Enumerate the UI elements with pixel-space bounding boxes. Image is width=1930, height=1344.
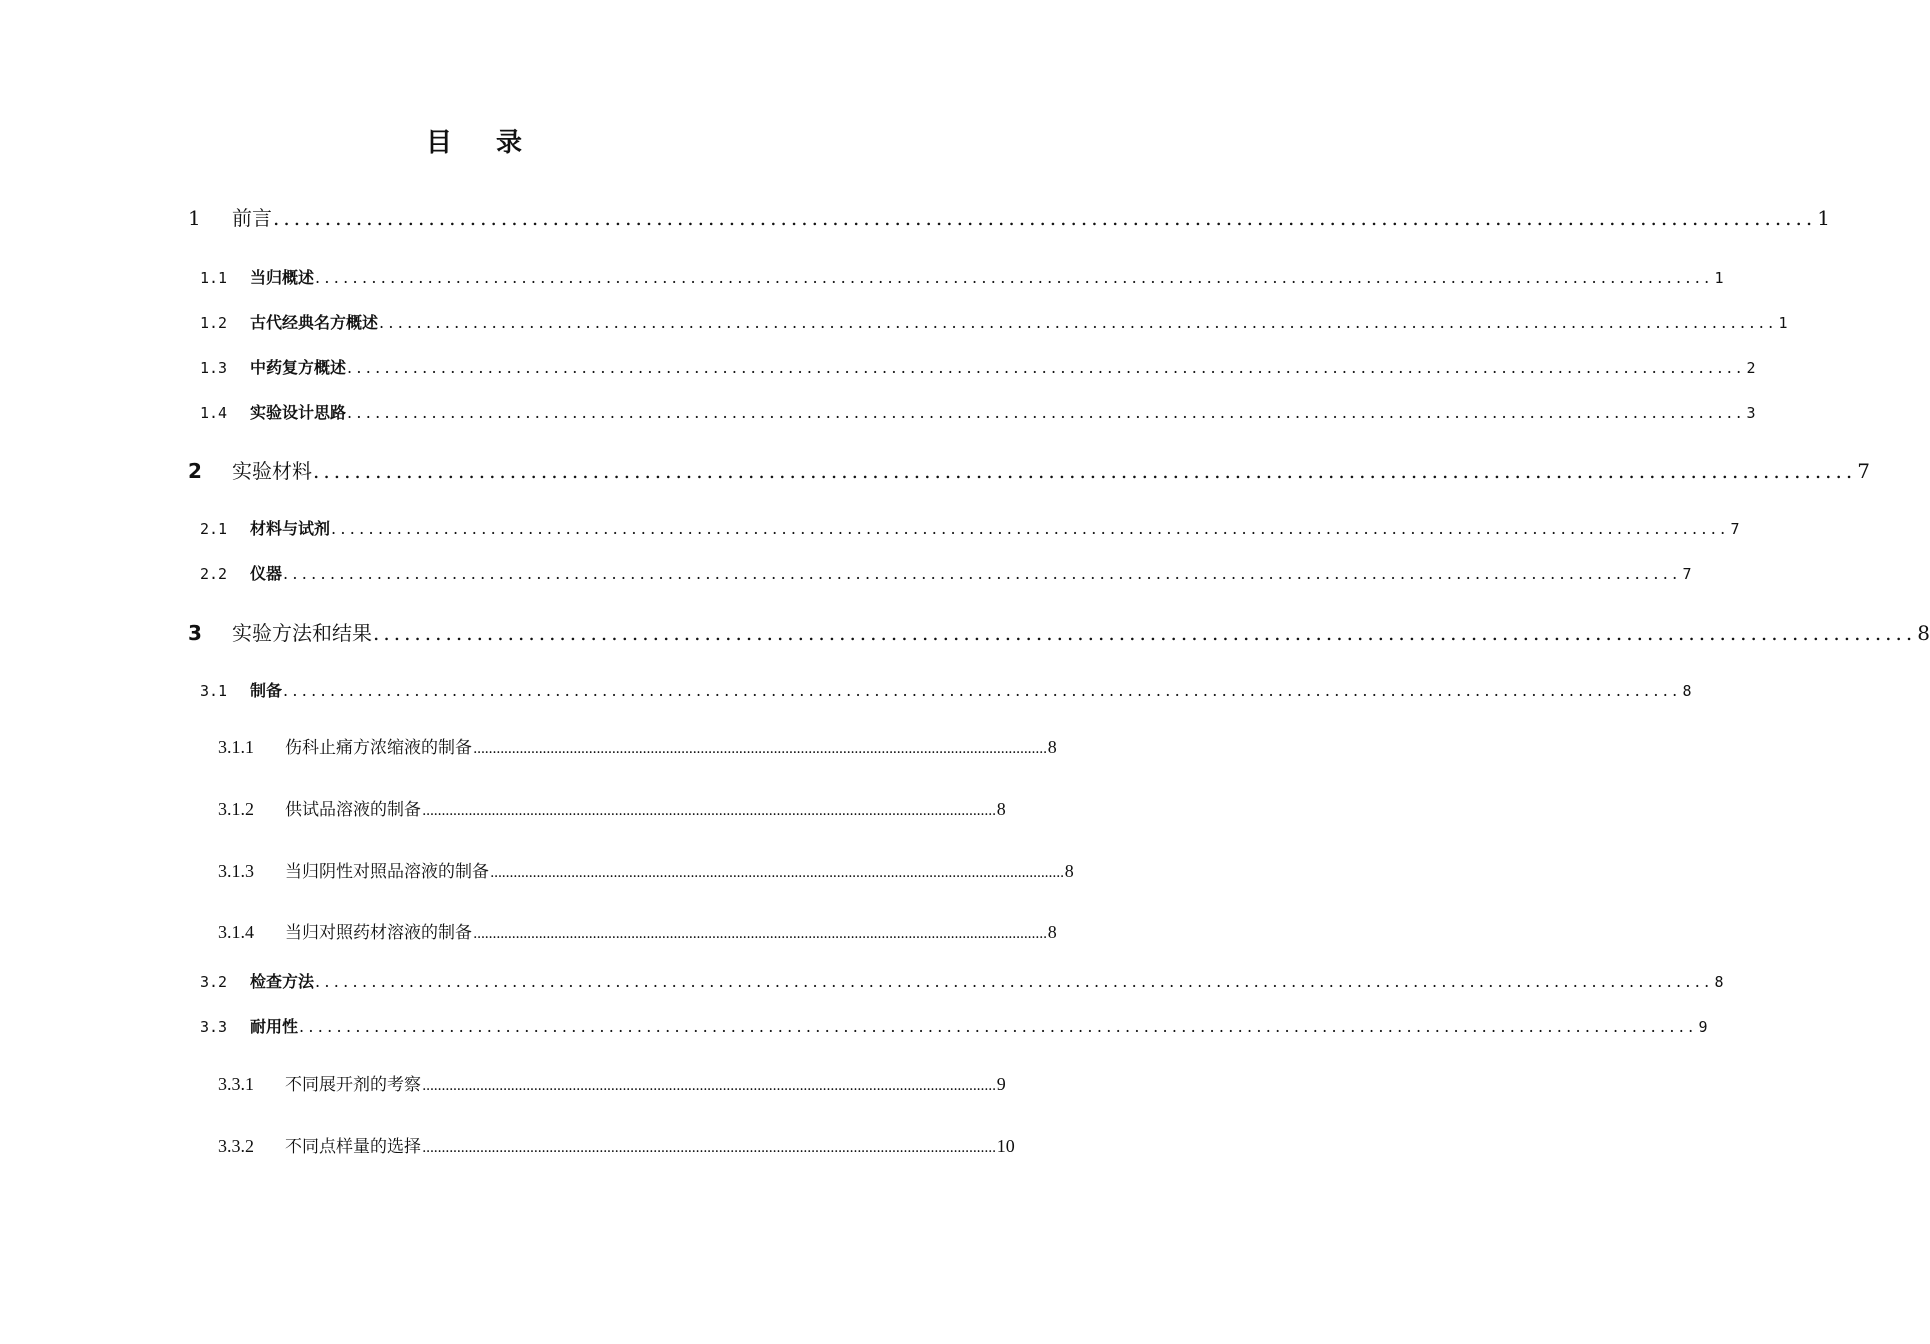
toc-leader: .....................................................................................................................................................	[347, 358, 1746, 377]
toc-number: 2.2	[200, 565, 228, 583]
toc-entry[interactable]	[218, 857, 1074, 882]
toc-entry[interactable]	[200, 400, 1756, 423]
toc-title: 伤科止痛方浓缩液的制备	[285, 738, 472, 758]
toc-page-number: 1	[1778, 314, 1788, 332]
toc-title: 实验设计思路	[250, 403, 347, 422]
toc-entry[interactable]	[200, 355, 1756, 378]
toc-page-number: 7	[1682, 565, 1692, 583]
toc-leader: .....................................................................................................................................................	[299, 1017, 1698, 1036]
toc-title: 当归概述	[250, 268, 315, 287]
toc-leader: .....................................................................................................................................................	[373, 621, 1917, 645]
toc-title: 耐用性	[250, 1017, 299, 1036]
toc-page-number: 7	[1857, 459, 1870, 483]
toc-entry[interactable]	[200, 969, 1724, 992]
toc-entry[interactable]	[218, 733, 1057, 758]
toc-number: 3.1	[200, 682, 228, 700]
toc-number: 3.3.1	[218, 1074, 254, 1094]
toc-title: 当归阴性对照品溶液的制备	[285, 862, 489, 882]
toc-entry[interactable]	[200, 516, 1740, 539]
toc-number: 1.3	[200, 359, 228, 377]
toc-leader: .....................................................................................................................................................	[490, 865, 1064, 881]
toc-title: 中药复方概述	[250, 358, 347, 377]
toc-leader: .....................................................................................................................................................	[422, 803, 996, 819]
toc-number: 1.1	[200, 269, 228, 287]
toc-page-number: 8	[1682, 682, 1692, 700]
toc-page-number: 2	[1746, 359, 1756, 377]
toc-number: 3.3.2	[218, 1136, 254, 1156]
toc-page-number: 8	[1917, 621, 1930, 645]
toc-number: 3.3	[200, 1018, 228, 1036]
toc-entry[interactable]	[200, 1014, 1708, 1037]
toc-number: 2.1	[200, 520, 228, 538]
toc-page-number: 1	[1817, 206, 1830, 230]
toc-number: 3.1.2	[218, 799, 254, 819]
toc-number: 1	[188, 206, 201, 230]
toc-page-number: 8	[1064, 861, 1074, 881]
toc-title: 实验方法和结果	[232, 621, 372, 645]
toc-number: 1.2	[200, 314, 228, 332]
page-title	[0, 122, 950, 159]
toc-leader: .....................................................................................................................................................	[422, 1140, 996, 1156]
toc-leader: .....................................................................................................................................................	[315, 268, 1714, 287]
toc-title: 不同点样量的选择	[285, 1137, 421, 1157]
toc-entry[interactable]	[200, 561, 1692, 584]
toc-title: 古代经典名方概述	[250, 313, 379, 332]
toc-title: 供试品溶液的制备	[285, 800, 421, 820]
toc-entry[interactable]	[218, 918, 1057, 943]
toc-page-number: 8	[1714, 973, 1724, 991]
toc-title: 不同展开剂的考察	[285, 1075, 421, 1095]
toc-title: 前言	[232, 206, 272, 230]
toc-page-number: 3	[1746, 404, 1756, 422]
toc-title: 材料与试剂	[250, 519, 331, 538]
title-char-1: 目	[425, 128, 454, 158]
toc-entry[interactable]	[218, 1070, 1006, 1095]
toc-leader: .....................................................................................................................................................	[283, 681, 1682, 700]
toc-entry[interactable]	[200, 678, 1692, 701]
toc-leader: .....................................................................................................................................................	[315, 972, 1714, 991]
toc-leader: .....................................................................................................................................................	[473, 926, 1047, 942]
toc-number: 3.2	[200, 973, 228, 991]
toc-leader: .....................................................................................................................................................	[273, 206, 1817, 230]
toc-number: 3	[188, 621, 202, 645]
toc-leader: .....................................................................................................................................................	[313, 459, 1857, 483]
toc-page-number: 9	[1698, 1018, 1708, 1036]
toc-number: 3.1.1	[218, 737, 254, 757]
toc-leader: .....................................................................................................................................................	[422, 1078, 996, 1094]
toc-page-number: 9	[996, 1074, 1006, 1094]
toc-title: 检查方法	[250, 972, 315, 991]
toc-page-number: 1	[1714, 269, 1724, 287]
toc-leader: .....................................................................................................................................................	[283, 564, 1682, 583]
toc-entry[interactable]	[188, 455, 1870, 484]
toc-number: 3.1.3	[218, 861, 254, 881]
toc-entry[interactable]	[188, 617, 1930, 646]
toc-title: 实验材料	[232, 459, 312, 483]
toc-page-number: 7	[1730, 520, 1740, 538]
toc-leader: .....................................................................................................................................................	[379, 313, 1778, 332]
toc-number: 3.1.4	[218, 922, 254, 942]
toc-entry[interactable]	[218, 795, 1006, 820]
toc-entry[interactable]	[200, 265, 1724, 288]
title-char-2: 录	[496, 128, 525, 158]
toc-entry[interactable]	[188, 202, 1830, 231]
toc-page-number: 8	[996, 799, 1006, 819]
toc-page-number: 10	[996, 1136, 1015, 1156]
toc-leader: .....................................................................................................................................................	[473, 741, 1047, 757]
toc-title: 制备	[250, 681, 283, 700]
toc-entry[interactable]	[218, 1132, 1015, 1157]
toc-page-number: 8	[1047, 737, 1057, 757]
toc-leader: .....................................................................................................................................................	[331, 519, 1730, 538]
toc-number: 1.4	[200, 404, 228, 422]
toc-entry[interactable]	[200, 310, 1788, 333]
toc-title: 仪器	[250, 564, 283, 583]
toc-page-number: 8	[1047, 922, 1057, 942]
toc-title: 当归对照药材溶液的制备	[285, 923, 472, 943]
toc-leader: .....................................................................................................................................................	[347, 403, 1746, 422]
toc-number: 2	[188, 459, 202, 483]
